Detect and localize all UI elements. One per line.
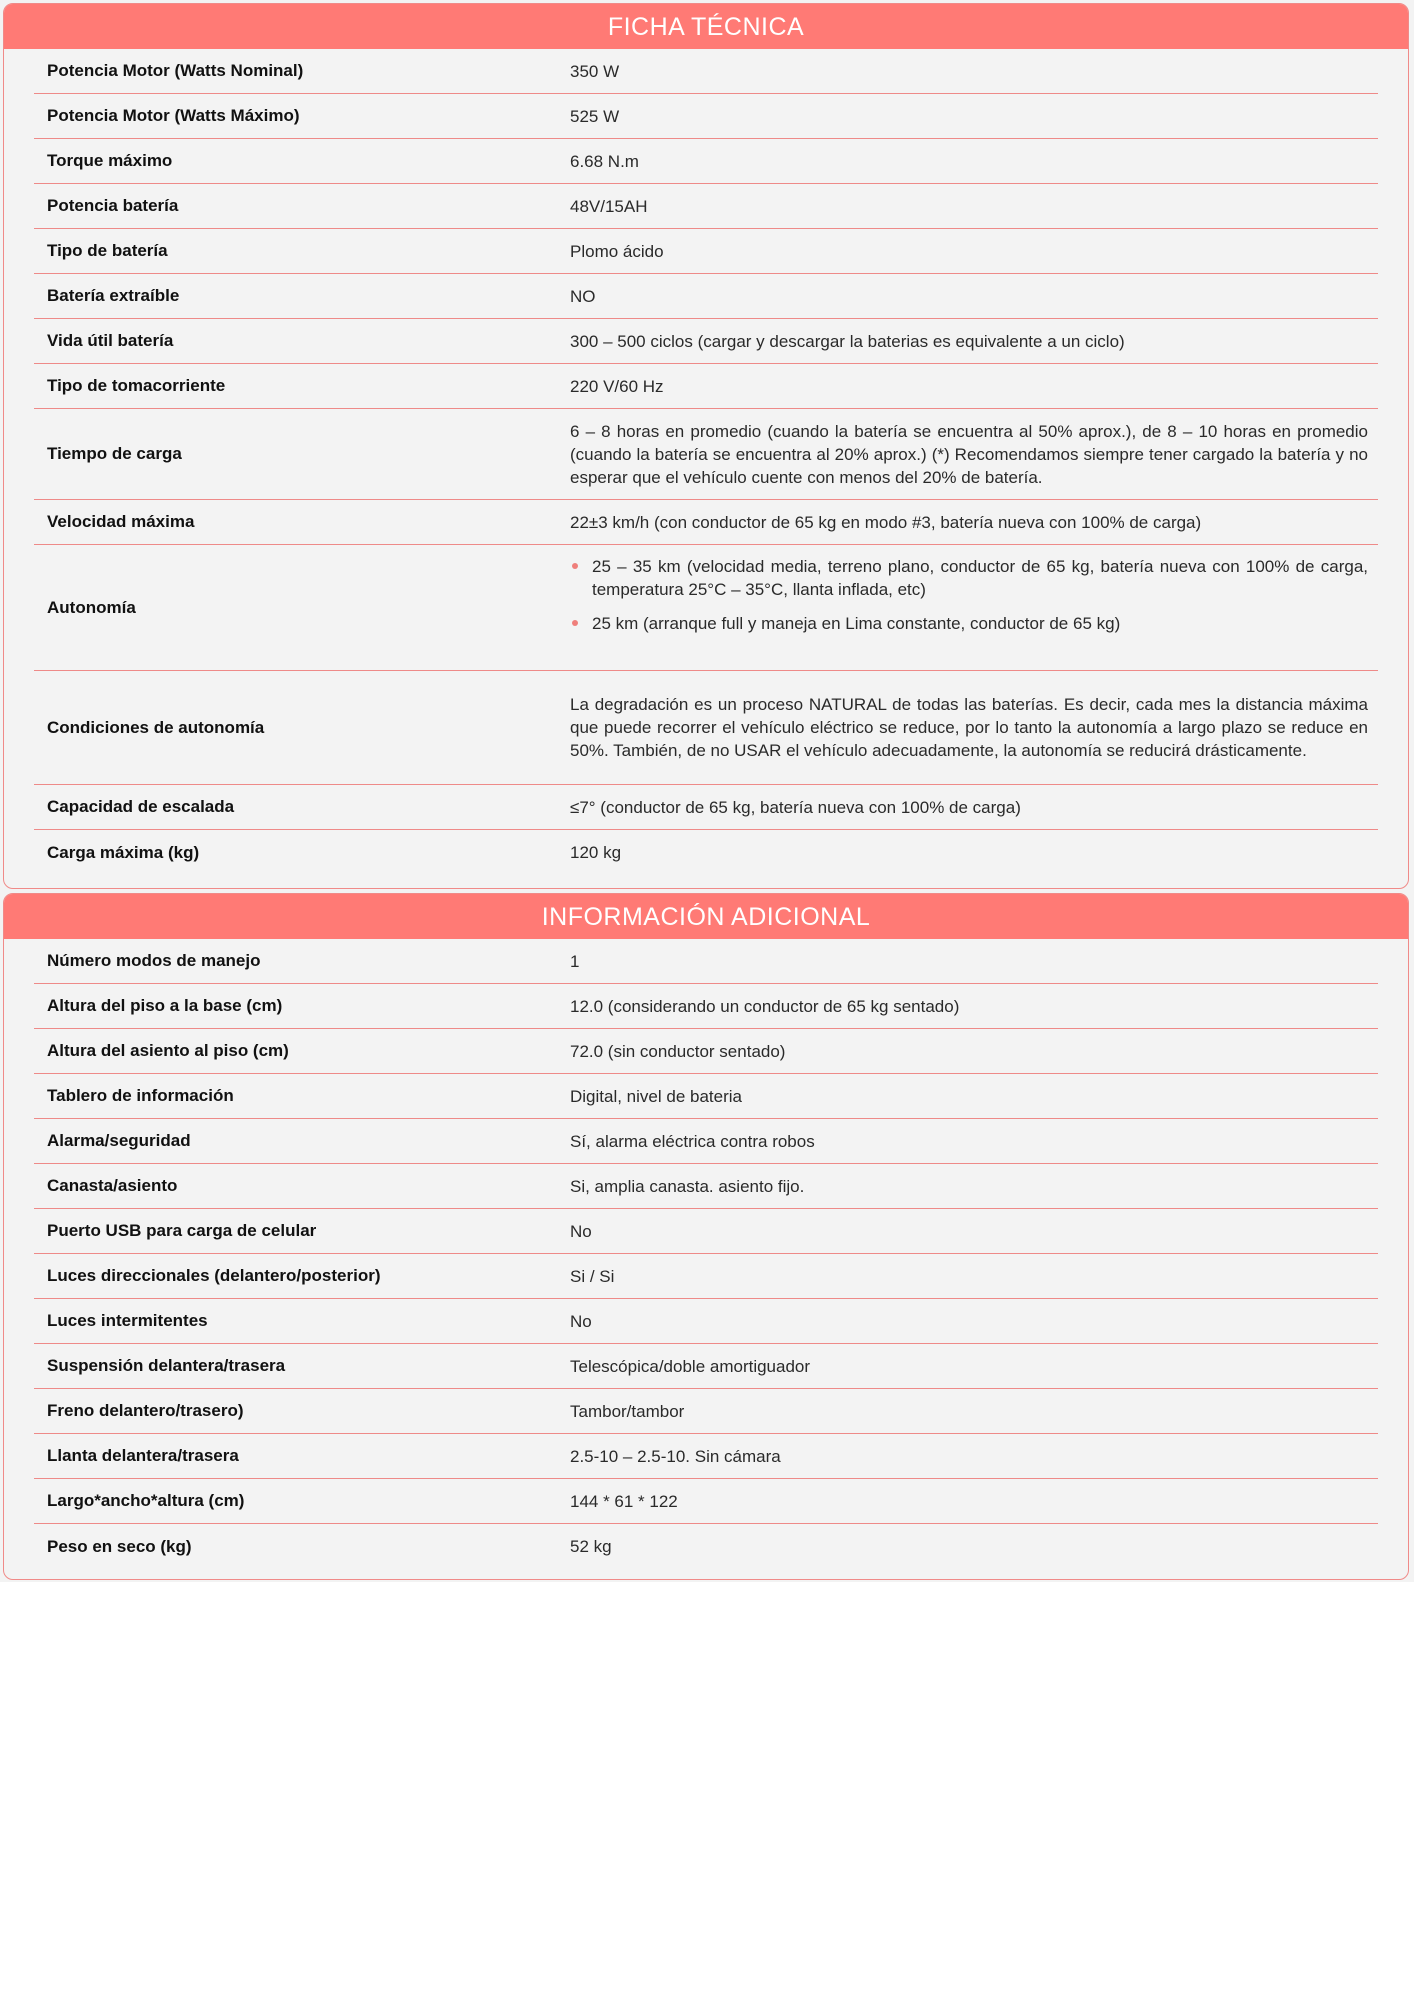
row-value: Tambor/tambor <box>570 1401 685 1421</box>
informacion-adicional-section <box>3 893 1409 1580</box>
row-label: Batería extraíble <box>47 286 180 305</box>
table-row <box>34 184 1378 229</box>
row-value: Digital, nivel de bateria <box>570 1086 742 1106</box>
row-value: Sí, alarma eléctrica contra robos <box>570 1131 815 1151</box>
table-row <box>34 319 1378 364</box>
table-row <box>34 274 1378 319</box>
row-label: Llanta delantera/trasera <box>47 1446 239 1465</box>
row-value: 2.5-10 – 2.5-10. Sin cámara <box>570 1446 781 1466</box>
row-label: Número modos de manejo <box>47 951 261 970</box>
table-row <box>34 785 1378 830</box>
list-item <box>570 612 1368 635</box>
row-label: Luces direccionales (delantero/posterior) <box>47 1266 381 1285</box>
row-label: Freno delantero/trasero) <box>47 1401 244 1420</box>
table-row <box>34 1209 1378 1254</box>
row-value: Telescópica/doble amortiguador <box>570 1356 811 1376</box>
row-label: Potencia batería <box>47 196 179 215</box>
table-row <box>34 500 1378 545</box>
row-value: ≤7° (conductor de 65 kg, batería nueva con 100% de carga) <box>570 797 1021 817</box>
spec-table <box>34 939 1378 1569</box>
row-label: Capacidad de escalada <box>47 797 235 816</box>
row-label: Autonomía <box>47 597 136 617</box>
table-row <box>34 49 1378 94</box>
row-value: 350 W <box>570 61 620 81</box>
bullet-icon <box>572 563 578 569</box>
row-label: Tiempo de carga <box>47 444 182 463</box>
row-label: Potencia Motor (Watts Nominal) <box>47 61 304 80</box>
table-row <box>34 1344 1378 1389</box>
table-row <box>34 984 1378 1029</box>
table-row <box>34 1479 1378 1524</box>
row-value: NO <box>570 286 596 306</box>
row-label: Canasta/asiento <box>47 1176 178 1195</box>
row-label: Alarma/seguridad <box>47 1131 191 1150</box>
table-row <box>34 1254 1378 1299</box>
row-label: Potencia Motor (Watts Máximo) <box>47 106 300 125</box>
row-value: 1 <box>570 951 580 971</box>
bullet-icon <box>572 620 578 626</box>
row-value: 48V/15AH <box>570 196 648 216</box>
row-value: No <box>570 1311 592 1331</box>
row-label: Peso en seco (kg) <box>47 1536 192 1556</box>
row-label: Puerto USB para carga de celular <box>47 1221 317 1240</box>
row-label: Altura del asiento al piso (cm) <box>47 1041 289 1060</box>
table-row <box>34 1389 1378 1434</box>
table-row <box>34 1029 1378 1074</box>
table-row <box>34 94 1378 139</box>
row-label: Carga máxima (kg) <box>47 842 200 862</box>
table-row <box>34 1434 1378 1479</box>
list-item <box>570 555 1368 601</box>
row-value: 52 kg <box>570 1537 612 1556</box>
table-row <box>34 1299 1378 1344</box>
spec-table <box>34 49 1378 875</box>
table-row <box>34 939 1378 984</box>
table-row <box>34 1119 1378 1164</box>
row-value: 525 W <box>570 106 620 126</box>
row-value: 72.0 (sin conductor sentado) <box>570 1041 786 1061</box>
table-row <box>34 1164 1378 1209</box>
row-value: 6 – 8 horas en promedio (cuando la batería se encuentra al 50% aprox.), de 8 – 10 horas en promedio (cuando la batería se encuentra al 20% aprox.) (*) Recomendamos siempre tener cargado la batería y no esperar que el vehículo cuente con menos del 20% de batería. <box>570 421 1368 487</box>
row-value: No <box>570 1221 592 1241</box>
row-label: Tipo de batería <box>47 241 168 260</box>
table-row <box>34 830 1378 875</box>
section-title: FICHA TÉCNICA <box>4 4 1408 49</box>
table-row <box>34 409 1378 500</box>
table-row <box>34 1074 1378 1119</box>
row-label: Torque máximo <box>47 151 173 170</box>
table-row <box>34 1524 1378 1569</box>
row-value: 6.68 N.m <box>570 151 639 171</box>
row-label: Vida útil batería <box>47 331 174 350</box>
row-value: Si, amplia canasta. asiento fijo. <box>570 1176 805 1196</box>
table-row <box>34 364 1378 409</box>
section-title: INFORMACIÓN ADICIONAL <box>4 894 1408 939</box>
table-row <box>34 139 1378 184</box>
row-label: Tablero de información <box>47 1086 234 1105</box>
table-row <box>34 229 1378 274</box>
row-value: La degradación es un proceso NATURAL de todas las baterías. Es decir, cada mes la distancia máxima que puede recorrer el vehículo eléctrico se reduce, por lo tanto la autonomía a largo plazo se reduce en 50%. También, de no USAR el vehículo adecuadamente, la autonomía se reducirá drásticamente. <box>570 695 1368 760</box>
row-label: Velocidad máxima <box>47 512 195 531</box>
bullet-text: 25 km (arranque full y maneja en Lima constante, conductor de 65 kg) <box>592 614 1121 633</box>
row-label: Condiciones de autonomía <box>47 717 265 737</box>
row-value: 144 * 61 * 122 <box>570 1491 678 1511</box>
table-row <box>34 671 1378 785</box>
row-value: Si / Si <box>570 1266 615 1286</box>
row-label: Suspensión delantera/trasera <box>47 1356 286 1375</box>
row-value: Plomo ácido <box>570 241 664 261</box>
ficha-tecnica-section <box>3 3 1409 889</box>
row-value: 300 – 500 ciclos (cargar y descargar la baterias es equivalente a un ciclo) <box>570 331 1125 351</box>
row-label: Luces intermitentes <box>47 1311 208 1330</box>
table-row <box>34 545 1378 671</box>
row-value <box>570 545 1378 635</box>
row-value: 120 kg <box>570 843 622 862</box>
row-label: Largo*ancho*altura (cm) <box>47 1491 245 1510</box>
row-value: 220 V/60 Hz <box>570 376 664 396</box>
row-value: 12.0 (considerando un conductor de 65 kg sentado) <box>570 996 960 1016</box>
row-value: 22±3 km/h (con conductor de 65 kg en modo #3, batería nueva con 100% de carga) <box>570 512 1202 532</box>
bullet-text: 25 – 35 km (velocidad media, terreno plano, conductor de 65 kg, batería nueva con 100% de carga, temperatura 25°C – 35°C, llanta inflada, etc) <box>592 557 1368 599</box>
row-label: Altura del piso a la base (cm) <box>47 996 283 1015</box>
row-label: Tipo de tomacorriente <box>47 376 226 395</box>
